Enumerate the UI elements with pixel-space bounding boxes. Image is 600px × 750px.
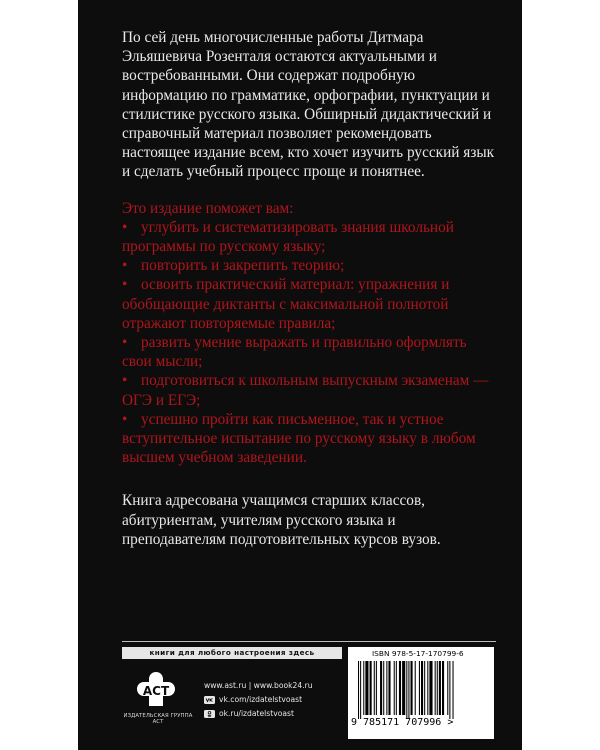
barcode-bar <box>394 661 395 715</box>
barcode-bar <box>421 661 423 715</box>
barcode-bar <box>429 661 432 715</box>
vk-link[interactable]: vk.com/izdatelstvoast <box>204 693 313 707</box>
barcode-bar <box>447 661 448 715</box>
publisher-info <box>122 647 342 737</box>
barcode-bar <box>363 661 364 715</box>
barcode-bar <box>415 661 416 715</box>
list-item: • подготовиться к школьным выпускным экзаменам — ОГЭ и ЕГЭ; <box>122 372 489 409</box>
odnoklassniki-icon <box>204 710 215 718</box>
barcode-icon <box>358 661 484 719</box>
barcode-digits: 9 785171 707996 > <box>351 717 454 728</box>
blurb <box>122 28 497 566</box>
benefits-list <box>122 199 497 468</box>
publisher-links <box>204 679 313 721</box>
ast-logo-icon <box>132 669 180 709</box>
bullet-icon: • <box>122 334 128 352</box>
logo-text: АСТ <box>142 684 170 698</box>
barcode-bar <box>396 661 397 715</box>
intro-paragraph: По сей день многочисленные работы Дитмара Эльяшевича Розенталя остаются актуальными и востребованными. Они содержат подробную информацию по грамматике, орфографии, пунктуации и стилистике русского языка. Обширный дидактический и справочный материал позволяет рекомендовать настоящее издание всем, кто хочет изучить русский язык и сделать учебный процесс проще и понятнее. <box>122 29 495 181</box>
barcode-bar <box>411 661 413 715</box>
barcode-bar <box>365 661 368 715</box>
barcode-bar <box>399 661 401 715</box>
barcode-bar <box>406 661 407 719</box>
logo-caption: ИЗДАТЕЛЬСКАЯ ГРУППА АСТ <box>123 713 193 725</box>
bullet-icon: • <box>122 372 128 390</box>
barcode-bar <box>376 661 377 715</box>
isbn-label: ISBN 978-5-17-170799-6 <box>372 649 464 658</box>
barcode-bar <box>383 661 384 715</box>
bullet-icon: • <box>122 257 128 275</box>
barcode-bar <box>419 661 420 715</box>
ok-link[interactable]: ok.ru/izdatelstvoast <box>204 707 313 721</box>
barcode-bar <box>380 661 382 715</box>
audience-paragraph: Книга адресована учащимся старших классов, абитуриентам, учителям русского языка и преподавателям подготовительных курсов вузов. <box>122 492 441 548</box>
barcode-bar <box>449 661 450 719</box>
barcode-bar <box>424 661 425 715</box>
list-item: • развить умение выражать и правильно оформлять свои мысли; <box>122 334 467 371</box>
list-item: • успешно пройти как письменное, так и устное вступительное испытание по русскому языку в любом высшем учебном заведении. <box>122 410 476 467</box>
website-links[interactable]: www.ast.ru | www.book24.ru <box>204 681 313 690</box>
list-item: • освоить практический материал: упражнения и обобщающие диктанты с максимальной полнотой отражают повторяемые правила; <box>122 276 450 332</box>
barcode-bar <box>388 661 390 715</box>
barcode-bar <box>374 661 375 715</box>
barcode-bar <box>370 661 372 715</box>
barcode-bar <box>453 661 454 719</box>
barcode-bar <box>408 661 409 719</box>
barcode-block <box>348 647 494 739</box>
publisher-tagline: книги для любого настроения здесь <box>122 647 342 659</box>
barcode-bar <box>360 661 361 719</box>
barcode-bar <box>358 661 359 719</box>
barcode-bar <box>386 661 387 715</box>
barcode-bar <box>402 661 405 715</box>
bullet-icon: • <box>122 218 128 236</box>
barcode-bar <box>427 661 428 715</box>
barcode-bar <box>435 661 436 715</box>
benefits-heading: Это издание поможет вам: <box>122 199 294 217</box>
barcode-bar <box>439 661 441 715</box>
list-item: • углубить и систематизировать знания школьной программы по русскому языку; <box>122 218 454 256</box>
footer-divider <box>122 641 496 642</box>
vk-icon <box>204 696 215 704</box>
list-item: • повторить и закрепить теорию; <box>122 257 345 275</box>
barcode-bar <box>437 661 438 715</box>
barcode-bar <box>442 661 444 715</box>
bullet-icon: • <box>122 276 128 294</box>
bullet-icon: • <box>122 410 128 428</box>
